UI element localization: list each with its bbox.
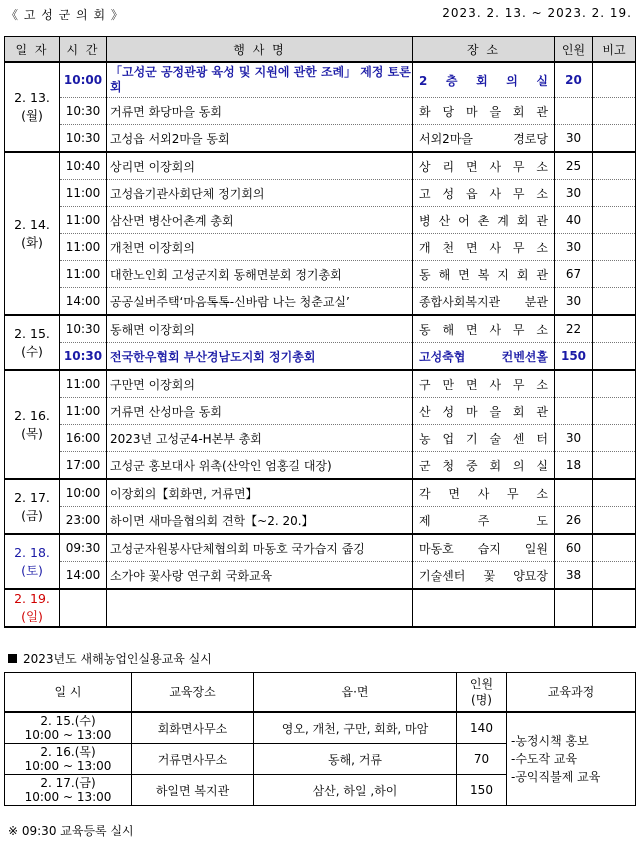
schedule-row — [5, 98, 636, 125]
schedule-event: 하이면 새마을협의회 견학【~2. 20.】 — [107, 507, 413, 535]
schedule-count: 150 — [555, 343, 593, 371]
schedule-count — [555, 98, 593, 125]
edu-col-datetime: 일 시 — [5, 673, 132, 713]
schedule-place: 기술센터 꽃 양묘장 — [413, 562, 555, 590]
schedule-time: 09:30 — [60, 534, 107, 562]
schedule-event — [107, 589, 413, 627]
schedule-row — [5, 152, 636, 180]
schedule-place: 각 면 사 무 소 — [413, 479, 555, 507]
schedule-row — [5, 207, 636, 234]
schedule-date: 2. 19. (일) — [5, 589, 60, 627]
schedule-date: 2. 17. (금) — [5, 479, 60, 534]
schedule-event: 개천면 이장회의 — [107, 234, 413, 261]
col-date: 일 자 — [5, 37, 60, 63]
schedule-row — [5, 589, 636, 627]
section2-title: 2023년도 새해농업인실용교육 실시 — [8, 650, 212, 667]
schedule-place: 2 층 회 의 실 — [413, 62, 555, 98]
schedule-time: 23:00 — [60, 507, 107, 535]
schedule-date: 2. 14. (화) — [5, 152, 60, 315]
schedule-time: 11:00 — [60, 234, 107, 261]
schedule-note — [593, 562, 636, 590]
col-note: 비고 — [593, 37, 636, 63]
schedule-place: 고성축협 컨벤션홀 — [413, 343, 555, 371]
schedule-row — [5, 62, 636, 98]
schedule-event: 전국한우협회 부산경남도지회 정기총회 — [107, 343, 413, 371]
edu-datetime: 2. 15.(수) 10:00 ~ 13:00 — [5, 712, 132, 744]
schedule-place: 동 해 면 복 지 회 관 — [413, 261, 555, 288]
weekly-schedule-table — [4, 36, 636, 628]
schedule-event: 상리면 이장회의 — [107, 152, 413, 180]
schedule-date: 2. 15. (수) — [5, 315, 60, 370]
col-place: 장 소 — [413, 37, 555, 63]
edu-courses: -농정시책 홍보 -수도작 교육 -공익직불제 교육 — [507, 712, 636, 806]
schedule-place: 개 천 면 사 무 소 — [413, 234, 555, 261]
schedule-time: 10:00 — [60, 479, 107, 507]
schedule-count: 30 — [555, 288, 593, 316]
schedule-date: 2. 16. (목) — [5, 370, 60, 479]
schedule-time: 10:40 — [60, 152, 107, 180]
schedule-time: 10:30 — [60, 315, 107, 343]
schedule-event: 고성읍 서외2마을 동회 — [107, 125, 413, 153]
schedule-row — [5, 343, 636, 371]
schedule-count: 30 — [555, 425, 593, 452]
schedule-place: 농 업 기 술 센 터 — [413, 425, 555, 452]
schedule-event: 대한노인회 고성군지회 동해면분회 정기총회 — [107, 261, 413, 288]
schedule-time: 14:00 — [60, 288, 107, 316]
schedule-date: 2. 18. (토) — [5, 534, 60, 589]
schedule-count: 25 — [555, 152, 593, 180]
page-header — [6, 6, 632, 24]
schedule-header-row — [5, 37, 636, 63]
schedule-note — [593, 452, 636, 480]
schedule-count: 40 — [555, 207, 593, 234]
schedule-time: 10:30 — [60, 125, 107, 153]
schedule-row — [5, 562, 636, 590]
edu-col-course: 교육과정 — [507, 673, 636, 713]
registration-note: ※ 09:30 교육등록 실시 — [8, 824, 134, 838]
schedule-time: 11:00 — [60, 180, 107, 207]
schedule-note — [593, 288, 636, 316]
schedule-note — [593, 343, 636, 371]
schedule-count: 20 — [555, 62, 593, 98]
schedule-row — [5, 452, 636, 480]
schedule-row — [5, 180, 636, 207]
schedule-place: 상 리 면 사 무 소 — [413, 152, 555, 180]
schedule-note — [593, 98, 636, 125]
schedule-event: 고성군자원봉사단체협의회 마동호 국가습지 줍깅 — [107, 534, 413, 562]
schedule-place: 제 주 도 — [413, 507, 555, 535]
schedule-note — [593, 589, 636, 627]
schedule-note — [593, 62, 636, 98]
edu-count: 140 — [457, 712, 507, 744]
schedule-place: 마동호 습지 일원 — [413, 534, 555, 562]
schedule-count — [555, 370, 593, 398]
schedule-note — [593, 398, 636, 425]
schedule-date: 2. 13. (월) — [5, 62, 60, 152]
schedule-count — [555, 398, 593, 425]
schedule-note — [593, 261, 636, 288]
schedule-row — [5, 288, 636, 316]
schedule-time: 10:00 — [60, 62, 107, 98]
schedule-event: 삼산면 병산어촌계 총회 — [107, 207, 413, 234]
schedule-count: 38 — [555, 562, 593, 590]
schedule-place: 종합사회복지관 분관 — [413, 288, 555, 316]
schedule-place: 병 산 어 촌 계 회 관 — [413, 207, 555, 234]
schedule-time: 10:30 — [60, 343, 107, 371]
schedule-place — [413, 589, 555, 627]
schedule-note — [593, 180, 636, 207]
schedule-note — [593, 479, 636, 507]
schedule-note — [593, 507, 636, 535]
schedule-note — [593, 125, 636, 153]
schedule-note — [593, 534, 636, 562]
schedule-note — [593, 370, 636, 398]
schedule-count — [555, 589, 593, 627]
edu-place: 하일면 복지관 — [132, 775, 254, 806]
edu-place: 거류면사무소 — [132, 744, 254, 775]
schedule-time: 11:00 — [60, 207, 107, 234]
edu-col-place: 교육장소 — [132, 673, 254, 713]
council-title: 《 고 성 군 의 회 》 — [6, 8, 124, 22]
schedule-place: 동 해 면 사 무 소 — [413, 315, 555, 343]
schedule-count: 22 — [555, 315, 593, 343]
schedule-event: 「고성군 공정관광 육성 및 지원에 관한 조례」 제정 토론회 — [107, 62, 413, 98]
schedule-place: 군 청 중 회 의 실 — [413, 452, 555, 480]
edu-datetime: 2. 17.(금) 10:00 ~ 13:00 — [5, 775, 132, 806]
schedule-row — [5, 261, 636, 288]
edu-place: 회화면사무소 — [132, 712, 254, 744]
schedule-event: 이장회의【회화면, 거류면】 — [107, 479, 413, 507]
edu-towns: 삼산, 하일 ,하이 — [254, 775, 457, 806]
schedule-time: 16:00 — [60, 425, 107, 452]
schedule-event: 거류면 산성마을 동회 — [107, 398, 413, 425]
schedule-place: 고 성 읍 사 무 소 — [413, 180, 555, 207]
schedule-count: 30 — [555, 180, 593, 207]
bullet-square-icon — [8, 654, 17, 663]
schedule-note — [593, 234, 636, 261]
schedule-row — [5, 534, 636, 562]
schedule-row — [5, 507, 636, 535]
schedule-time: 10:30 — [60, 98, 107, 125]
schedule-event: 공공실버주택‘마음톡톡-신바람 나는 청춘교실’ — [107, 288, 413, 316]
col-time: 시 간 — [60, 37, 107, 63]
col-event: 행 사 명 — [107, 37, 413, 63]
schedule-event: 거류면 화당마을 동회 — [107, 98, 413, 125]
schedule-row — [5, 125, 636, 153]
schedule-count: 67 — [555, 261, 593, 288]
schedule-count: 30 — [555, 125, 593, 153]
edu-col-towns: 읍·면 — [254, 673, 457, 713]
edu-row — [5, 712, 636, 744]
schedule-count: 26 — [555, 507, 593, 535]
schedule-event: 고성군 홍보대사 위촉(산악인 엄홍길 대장) — [107, 452, 413, 480]
schedule-event: 2023년 고성군4-H본부 총회 — [107, 425, 413, 452]
schedule-row — [5, 315, 636, 343]
education-header-row — [5, 673, 636, 713]
schedule-time: 11:00 — [60, 261, 107, 288]
schedule-event: 고성읍기관사회단체 정기회의 — [107, 180, 413, 207]
schedule-place: 산 성 마 을 회 관 — [413, 398, 555, 425]
schedule-row — [5, 479, 636, 507]
schedule-time: 11:00 — [60, 398, 107, 425]
edu-towns: 영오, 개천, 구만, 회화, 마암 — [254, 712, 457, 744]
edu-count: 70 — [457, 744, 507, 775]
schedule-place: 구 만 면 사 무 소 — [413, 370, 555, 398]
schedule-time: 14:00 — [60, 562, 107, 590]
schedule-count: 60 — [555, 534, 593, 562]
schedule-count — [555, 479, 593, 507]
schedule-note — [593, 315, 636, 343]
edu-datetime: 2. 16.(목) 10:00 ~ 13:00 — [5, 744, 132, 775]
col-count: 인원 — [555, 37, 593, 63]
schedule-note — [593, 152, 636, 180]
edu-col-count: 인원 (명) — [457, 673, 507, 713]
schedule-note — [593, 207, 636, 234]
schedule-event: 소가야 꽃사랑 연구회 국화교육 — [107, 562, 413, 590]
schedule-time — [60, 589, 107, 627]
schedule-place: 서외2마을 경로당 — [413, 125, 555, 153]
schedule-note — [593, 425, 636, 452]
schedule-count: 30 — [555, 234, 593, 261]
schedule-row — [5, 398, 636, 425]
edu-count: 150 — [457, 775, 507, 806]
schedule-row — [5, 234, 636, 261]
schedule-time: 11:00 — [60, 370, 107, 398]
schedule-row — [5, 425, 636, 452]
education-table — [4, 672, 636, 806]
schedule-period: 2023. 2. 13. ~ 2023. 2. 19. — [442, 6, 632, 20]
edu-towns: 동해, 거류 — [254, 744, 457, 775]
schedule-count: 18 — [555, 452, 593, 480]
schedule-event: 구만면 이장회의 — [107, 370, 413, 398]
schedule-row — [5, 370, 636, 398]
schedule-event: 동해면 이장회의 — [107, 315, 413, 343]
schedule-place: 화 당 마 을 회 관 — [413, 98, 555, 125]
schedule-time: 17:00 — [60, 452, 107, 480]
